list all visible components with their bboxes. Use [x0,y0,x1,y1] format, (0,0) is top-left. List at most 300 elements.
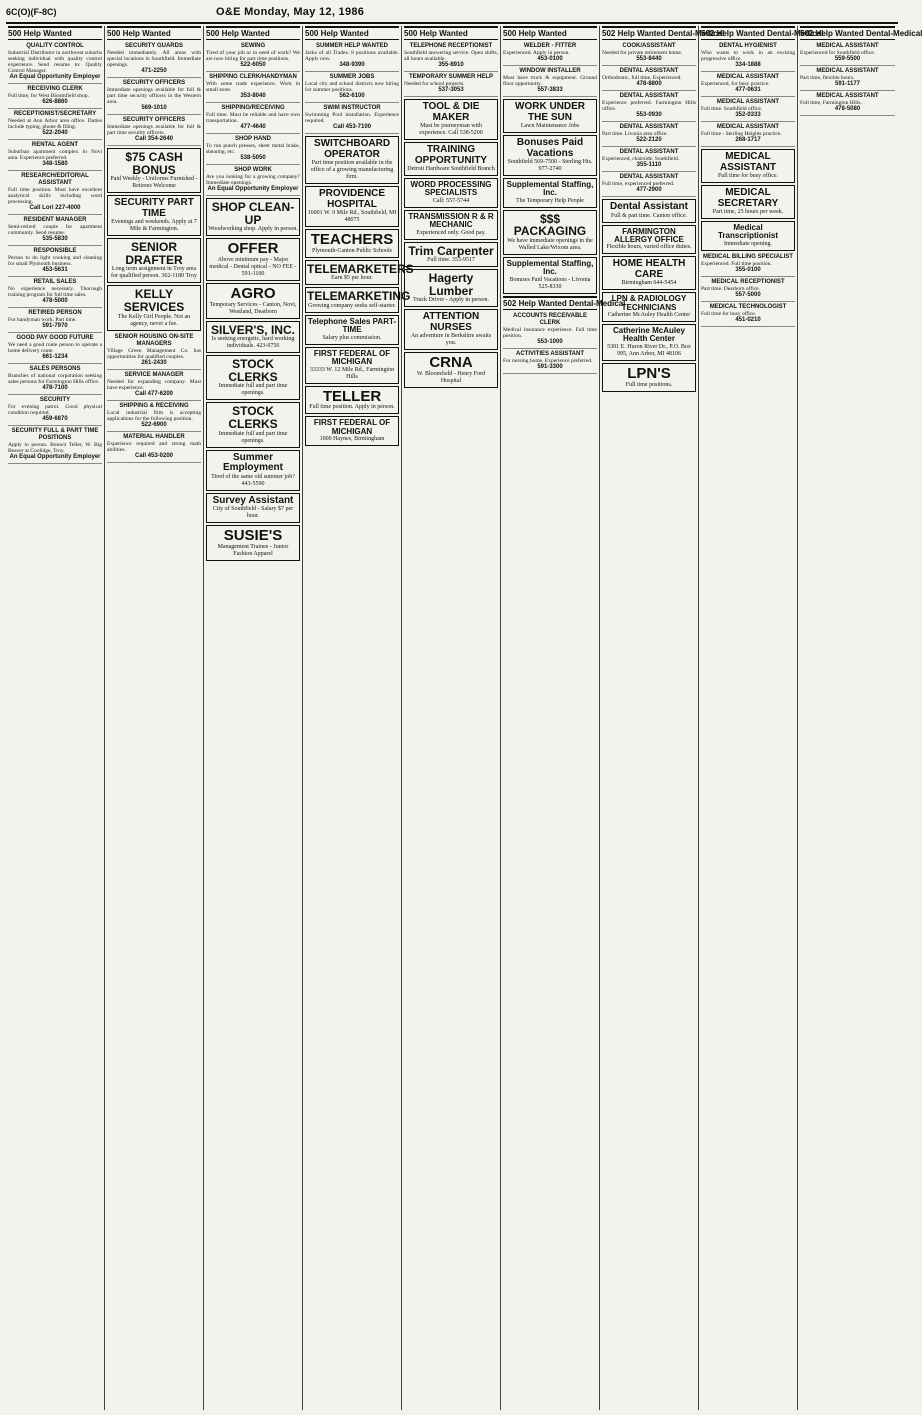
ad-phone: 459-6870 [42,416,68,422]
ad-body: Immediate openings available for full & part time security officers in the Western area. [107,87,201,105]
display-ad-text: Full time positions. [625,381,673,388]
display-ad-text: Bonuses Paid Vacations - Livonia 525-8330 [509,276,591,290]
ad-phone: 522-2120 [636,137,662,143]
display-ad-headline: SECURITY PART TIME [114,197,194,219]
ad-body: Needed immediately. All areas with special locations in Southfield. Immediate openings. [107,50,201,68]
classified-ad [8,334,102,364]
display-ad-text: W. Bloomfield - Henry Ford Hospital [416,371,486,385]
classified-ad [602,67,696,91]
display-ad [305,136,399,184]
section-header: 500 Help Wanted [404,26,498,40]
ad-body: Apply in person. Bonwit Teller, W. Big Beaver at Coolidge, Troy. [8,442,102,454]
section-header: 502 Help Wanted Dental-Medical [701,26,795,40]
classified-ad [107,433,201,463]
ad-body: Experienced, for busy practice. [701,81,770,87]
column-2 [105,26,204,1410]
ad-phone: 477-2900 [636,187,662,193]
display-ad-headline: STOCK CLERKS [228,357,278,384]
ad-body: Experience required and strong math abilities. [107,440,201,453]
ad-title: TEMPORARY SUMMER HELP [408,74,493,80]
ad-phone: 478-5080 [834,106,861,112]
display-ad [602,256,696,290]
ad-title: DENTAL ASSISTANT [619,124,679,130]
classified-ad [8,396,102,426]
display-ad-text: Immediate full and part time openings. [218,383,288,397]
ad-body: Tired of your job or in need of work? We are now hiring for part time positions. [206,50,300,62]
ad-title: SHOP WORK [234,167,272,173]
display-ad-headline: SWITCHBOARD OPERATOR [313,138,391,160]
ad-body: Needed for school projects. [404,81,465,87]
display-ad-text: 1000 Haynes, Birmingham [319,436,385,443]
ad-body: Needed for private retirement home. [602,50,683,56]
ad-phone: 591-3300 [537,363,563,370]
display-ad-text: The Temporary Help People [516,197,584,204]
display-ad-text: Paid Weekly - Uniforms Furnished - Retirees Welcome [110,176,198,190]
ad-phone: 348-9390 [339,62,365,68]
classified-ad [800,67,895,91]
section-header: 500 Help Wanted [8,26,102,40]
ad-title: MEDICAL TECHNOLOGIST [709,303,787,310]
ad-phone: 478-5000 [42,298,68,304]
classified-ad [305,104,399,134]
display-ad-text: City of Southfield - Salary $7 per hour. [212,506,294,520]
ad-phone: 661-1234 [42,354,68,360]
display-ad-headline: STOCK CLERKS [228,404,278,432]
ad-title: RETAIL SALES [33,279,77,285]
display-ad [701,185,795,219]
ad-title: SECURITY [39,397,71,403]
display-ad-text: Tired of the same old summer job? 443-5590 [211,473,295,487]
classified-ad [206,104,300,134]
display-ad-text: Salary plus commission. [322,334,382,341]
display-ad [701,221,795,251]
ad-phone: 522-2040 [42,130,68,136]
ad-title: DENTAL ASSISTANT [619,174,679,180]
display-ad-text: Is seeking energetic, hard working individuals. 423-0756 [211,336,295,350]
display-ad-text: Lawn Maintenance Jobs [520,123,580,129]
display-ad [107,285,201,330]
ad-body: Suburban apartment complex in Novi area. Experience preferred. [8,149,102,161]
ad-phone: 352-0333 [735,112,761,118]
ad-phone: 353-8040 [240,93,266,99]
display-ad [503,257,597,294]
display-ad-text: Truck Driver - Apply in person. [412,297,490,304]
ad-body: Full time. Must be reliable and have own transportation. [206,112,300,124]
ad-body: Experienced. Apply in person. [503,50,570,56]
ad-body: Part time. Livonia area office. [602,131,668,137]
ad-body: Who wants to work in an exciting progressive office. [701,50,795,62]
display-ad-text: Growing company seeks self-starter. [308,302,396,309]
ad-phone: 538-5050 [240,155,266,161]
classified-ad [8,110,102,140]
display-ad-text: Immediate opening. [724,240,772,247]
ad-title: MEDICAL ASSISTANT [816,43,879,49]
display-ad [305,229,399,258]
ad-title: SECURITY GUARDS [125,43,183,49]
ad-body: Southfield answering service. Open shifts, all hours available. [404,50,498,62]
ad-body: Jacks of all Trades. 8 positions available. Apply now. [305,50,399,62]
ad-phone: 626-8860 [42,99,68,105]
ad-title: DENTAL HYGIENIST [719,43,777,49]
display-ad-text: Full time position. Apply in person. [309,404,395,411]
ad-title: SHIPPING & RECEIVING [119,402,189,409]
classified-ad [8,42,102,84]
ad-title: MEDICAL ASSISTANT [816,68,879,74]
ad-body: Person to do light cooking and cleaning for small Plymouth business. [8,255,102,267]
display-ad-text: Long term assignment in Troy area for qualified person. 362-1180 Troy [111,266,197,280]
display-ad [305,315,399,345]
ad-phone: 559-5500 [834,56,861,62]
ad-phone: 268-1717 [735,137,761,143]
ad-title: GOOD PAY GOOD FUTURE [16,335,94,341]
ad-phone: An Equal Opportunity Employer [207,186,299,192]
display-ad-headline: CRNA [429,354,473,372]
ad-body: Local industrial firm is accepting applications for the following position. [107,409,201,422]
display-ad-headline: ATTENTION NURSES [422,311,480,333]
display-ad-text: Full & part time. Canton office. [610,212,688,219]
ad-body: Full time, Farmington Hills. [800,100,862,106]
ad-body: No experience necessary. Thorough training program for full time sales. [8,286,102,298]
display-ad-headline: SHOP CLEAN-UP [211,200,295,227]
display-ad-text: Must be journeyman with experience. Call 538-5200 [419,123,483,136]
section-header: 500 Help Wanted [503,26,597,40]
ad-phone: 477-0631 [735,87,761,93]
ad-body: Needed at Ann Arbor area office. Duties include typing, phone & filing. [8,118,102,130]
ad-body: Full time, for West Bloomfield shop. [8,93,89,99]
classified-ad [404,73,498,97]
ad-title: RETIRED PERSON [28,310,82,316]
display-ad-headline: HOME HEALTH CARE [612,258,686,280]
ad-title: MATERIAL HANDLER [123,433,185,440]
ad-phone: Call Lori 227-4000 [29,205,81,211]
display-ad [404,178,498,208]
display-ad [503,135,597,176]
display-ad-headline: SUSIE'S [223,527,283,545]
ad-body: Must have truck & equipment. Ground floor opportunity. [503,75,597,87]
ad-body: Orthodontic, full time. Experienced. [602,75,682,81]
ad-title: MEDICAL ASSISTANT [716,74,780,80]
ad-title: WINDOW INSTALLER [519,68,581,74]
ad-phone: 522-6050 [240,62,266,68]
display-ad-text: Call: 557-5744 [432,197,470,204]
ad-body: With some trade experience. Work in small store. [206,81,300,93]
classified-ad [701,303,795,327]
display-ad-headline: Dental Assistant [610,201,688,212]
ad-title: MEDICAL BILLING SPECIALIST [703,253,793,260]
ad-body: For evening patrol. Good physical condition required. [8,404,102,416]
display-ad-headline: Telephone Sales PART-TIME [307,316,397,335]
ad-phone: 334-1888 [735,62,761,68]
ad-title: SECURITY FULL & PART TIME POSITIONS [11,428,99,441]
display-ad-headline: Medical Transcriptionist [717,223,778,241]
display-ad-text: Full time for busy office. [717,173,779,179]
display-ad-headline: SILVER'S, INC. [211,322,295,337]
classified-ad [503,350,597,374]
ad-phone: 562-6100 [339,93,365,99]
display-ad-headline: WORK UNDER THE SUN [515,101,585,123]
display-ad-text: Flexible hours, varied office duties. [606,244,692,251]
classified-ad [602,42,696,66]
ad-phone: 453-5631 [42,267,68,273]
ad-phone: 569-1010 [141,105,167,111]
display-ad [305,386,399,415]
display-ad [206,283,300,319]
ad-title: MEDICAL ASSISTANT [716,99,780,105]
ad-title: RESIDENT MANAGER [23,217,87,223]
display-ad-text: 16001 W. 9 Mile Rd., Southfield, MI 48075 [307,210,397,223]
section-header: 500 Help Wanted [107,26,201,40]
ad-title: MEDICAL ASSISTANT [716,124,780,130]
ad-body: Full time position. Must have excellent analytical skills including word processing. [8,187,102,205]
ad-title: DENTAL ASSISTANT [619,68,679,74]
ad-body: Medical insurance experience. Full time position. [503,326,597,339]
classified-ad [701,98,795,122]
ad-body: Industrial Distributor in northwest suburbs seeking individual with quality control experience. Send resume to: Quality Control Manager. [8,50,102,74]
display-ad [107,195,201,236]
ad-phone: An Equal Opportunity Employer [9,454,101,460]
display-ad-text: 5301 E. Huron River Dr., P.O. Box 995, Ann Arbor, MI 48106 [607,343,691,357]
classified-ad [8,141,102,171]
display-ad [404,210,498,240]
section-header: 502 Help Wanted Dental-Medical [503,296,597,310]
ad-title: SHOP HAND [235,136,271,142]
display-ad-text: Earn $5 per hour. [331,275,373,282]
classified-ad [800,92,895,116]
ad-phone: 451-0210 [735,316,761,323]
ad-title: SECURITY OFFICERS [122,80,186,86]
display-ad-text: Temporary Services - Canton, Novi, Westland, Dearborn [209,301,297,315]
display-ad [206,355,300,400]
classified-ad [107,116,201,146]
classified-ad [206,166,300,196]
ad-body: Village Green Management Co. has opportunities for qualified couples. [107,347,201,360]
classified-ad [602,148,696,172]
ad-phone: 537-3053 [438,87,464,93]
ad-phone: 522-6900 [141,421,167,428]
display-ad-headline: LPN & RADIOLOGY TECHNICIANS [611,294,687,312]
section-header: 500 Help Wanted [206,26,300,40]
display-ad [503,99,597,133]
page-date: O&E Monday, May 12, 1986 [216,6,365,18]
ad-phone: 591-1177 [834,81,861,87]
classified-ad [602,123,696,147]
display-ad [107,148,201,193]
display-ad-headline: TRANSMISSION R & R MECHANIC [408,211,494,230]
ad-title: ACCOUNTS RECEIVABLE CLERK [513,312,587,326]
ad-title: WELDER - FITTER [523,43,577,49]
column-9 [798,26,922,1410]
ad-body: Full time for busy office. [701,310,757,317]
display-ad-text: Experienced only. Good pay. [416,229,486,236]
display-ad-text: Evenings and weekends. Apply at 7 Mile & Farmington. [111,219,197,233]
display-ad [305,186,399,227]
column-5 [402,26,501,1410]
display-ad-headline: Bonuses Paid Vacations [516,137,584,159]
display-ad-text: Detroit Hardware Southfield Branch [407,166,495,172]
ad-body: For nursing home. Experience preferred. [503,357,593,364]
section-header: 502 Help Wanted Dental-Medical [602,26,696,40]
ad-body: We need a good route person to operate a home delivery route. [8,342,102,354]
display-ad-headline: Supplemental Staffing, Inc. [506,258,594,277]
ad-title: QUALITY CONTROL [26,43,84,49]
display-ad-text: Part time, 25 hours per week. [712,209,784,215]
ad-phone: 553-8440 [636,56,662,62]
classified-ad [107,333,201,370]
column-7 [600,26,725,1410]
column-4 [303,26,414,1410]
display-ad-headline: Catherine McAuley Health Center [612,326,686,344]
display-ad-headline: TELEMARKETING [307,289,411,304]
classified-ad [8,365,102,395]
display-ad [305,260,414,286]
display-ad-text: Full time. 353-9517 [427,257,475,264]
display-ad [701,149,795,183]
ad-phone: 355-1110 [636,162,662,168]
display-ad-text: Woodworking shop. Apply in person. [208,226,298,233]
ad-phone: 355-8910 [438,62,464,68]
ad-body: Needed for expanding company. Must have experience. [107,378,201,391]
ad-title: SHIPPING/RECEIVING [221,105,285,111]
display-ad-text: Above minimum pay - Major medical - Dental optical - NO FEE - 591-1100 [209,256,297,277]
classified-columns [6,26,922,1410]
classified-ad [8,309,102,333]
display-ad-headline: LPN'S [627,364,671,382]
display-ad-text: Part time position available in the office of a growing manufacturing firm. [310,160,394,180]
ad-title: SEWING [240,43,266,49]
ad-title: COOK/ASSISTANT [622,43,676,49]
display-ad-text: Plymouth-Canton Public Schools [311,247,392,254]
display-ad [107,238,201,283]
section-header: 502 Help Wanted Dental-Medical [800,26,895,40]
ad-title: RECEPTIONIST/SECRETARY [13,111,97,117]
display-ad [206,493,300,524]
ad-body: Experience preferred. Farmington Hills office. [602,100,696,112]
display-ad-headline: WORD PROCESSING SPECIALISTS [410,180,492,198]
ad-phone: 478-8800 [636,81,662,87]
display-ad-headline: $75 CASH BONUS [125,150,183,177]
display-ad [404,142,498,176]
display-ad-headline: KELLY SERVICES [123,287,185,314]
ad-title: TELEPHONE RECEPTIONIST [409,43,493,49]
display-ad [404,352,498,388]
display-ad [206,198,300,236]
classified-ad [305,42,399,72]
ad-phone: 591-7970 [42,323,68,329]
display-ad-headline: Summer Employment [222,451,283,474]
classified-ad [602,92,696,122]
classified-ad [305,73,399,103]
classified-ad [701,123,795,147]
ad-title: SWIM INSTRUCTOR [323,105,381,111]
ad-body: Are you looking for a growing company? Immediate openings. [206,174,300,186]
ad-body: Branches of national corporation seeking sales persons for Farmington Hills office. [8,373,102,385]
classified-ad [701,253,795,277]
display-ad [305,416,399,446]
masthead [6,4,898,24]
classified-ad [800,42,895,66]
classified-ad [107,79,201,115]
display-ad-headline: $$$ PACKAGING [513,211,587,239]
display-ad-text: 33333 W. 12 Mile Rd., Farmington Hills [309,366,395,380]
classified-ad [107,371,201,401]
classified-ad [8,247,102,277]
ad-phone: 478-7100 [42,385,68,391]
display-ad [602,199,696,223]
display-ad [206,450,300,491]
display-ad-headline: TELEMARKETERS [307,261,414,276]
display-ad-headline: MEDICAL SECRETARY [717,187,779,209]
ad-phone: 557-5000 [735,291,761,298]
classified-ad [8,278,102,308]
display-ad [206,321,300,354]
ad-body: Semi-retired couple for apartment community. Send resume. [8,224,102,236]
display-ad [602,225,696,255]
display-ad-headline: TRAINING OPPORTUNITY [414,144,488,166]
display-ad [602,292,696,322]
display-ad-headline: TELLER [322,387,382,405]
ad-phone: 355-0100 [735,266,761,273]
ad-body: Swimming Pool installation. Experience required. [305,112,399,124]
column-3 [204,26,303,1410]
ad-title: SUMMER HELP WANTED [316,43,388,49]
display-ad [602,324,696,361]
display-ad [404,242,498,268]
display-ad-headline: AGRO [230,284,276,302]
ad-phone: 557-3833 [537,87,563,93]
column-6 [501,26,626,1410]
display-ad [305,287,411,313]
display-ad-headline: Trim Carpenter [408,243,494,258]
ad-phone: Call 453-0200 [134,452,174,459]
display-ad-headline: FARMINGTON ALLERGY OFFICE [614,226,684,244]
display-ad [404,99,498,140]
ad-body: Full time. Southfield office. [701,106,763,112]
display-ad-headline: FIRST FEDERAL OF MICHIGAN [313,418,391,436]
classified-ad [503,42,597,66]
display-ad [206,402,300,447]
column-1 [6,26,105,1410]
display-ad [404,309,498,350]
ad-title: SUMMER JOBS [329,74,375,80]
display-ad-text: Catherine McAuley Health Center [607,312,691,319]
ad-title: MEDICAL RECEPTIONIST [711,278,785,285]
classified-ad [404,42,498,72]
ad-body: Part time. Dearborn office. [701,285,761,292]
display-ad-headline: TOOL & DIE MAKER [422,101,480,123]
ad-body: Experienced, chairside. Southfield. [602,156,680,162]
display-ad-text: Birmingham 644-5454 [621,280,677,287]
ad-phone: 553-0930 [636,112,662,118]
classified-ad [503,312,597,349]
display-ad-headline: Hagerty Lumber [428,271,474,298]
classified-ad [8,216,102,246]
ad-body: Full time, experienced preferred. [602,181,675,187]
ad-title: SHIPPING CLERK/HANDYMAN [209,74,297,80]
ad-phone: 471-2250 [141,68,167,74]
ad-title: MEDICAL ASSISTANT [816,93,879,99]
ad-body: For handyman work. Part time. [8,317,77,323]
display-ad-headline: OFFER [227,240,279,258]
ad-phone: 553-1000 [537,338,563,345]
display-ad-text: An adventure in Berkshire awaits you. [410,333,492,347]
ad-phone: Call 453-7100 [332,124,372,130]
display-ad-text: Management Trainee - Junior Fashion Apparel [217,543,289,557]
display-ad-headline: FIRST FEDERAL OF MICHIGAN [313,348,391,367]
ad-body: Experienced for Southfield office. [800,50,876,56]
ad-phone: 535-5830 [42,236,68,242]
column-8 [699,26,824,1410]
ad-body: To run punch presses, sheet metal brake, shearing, etc. [206,143,300,155]
